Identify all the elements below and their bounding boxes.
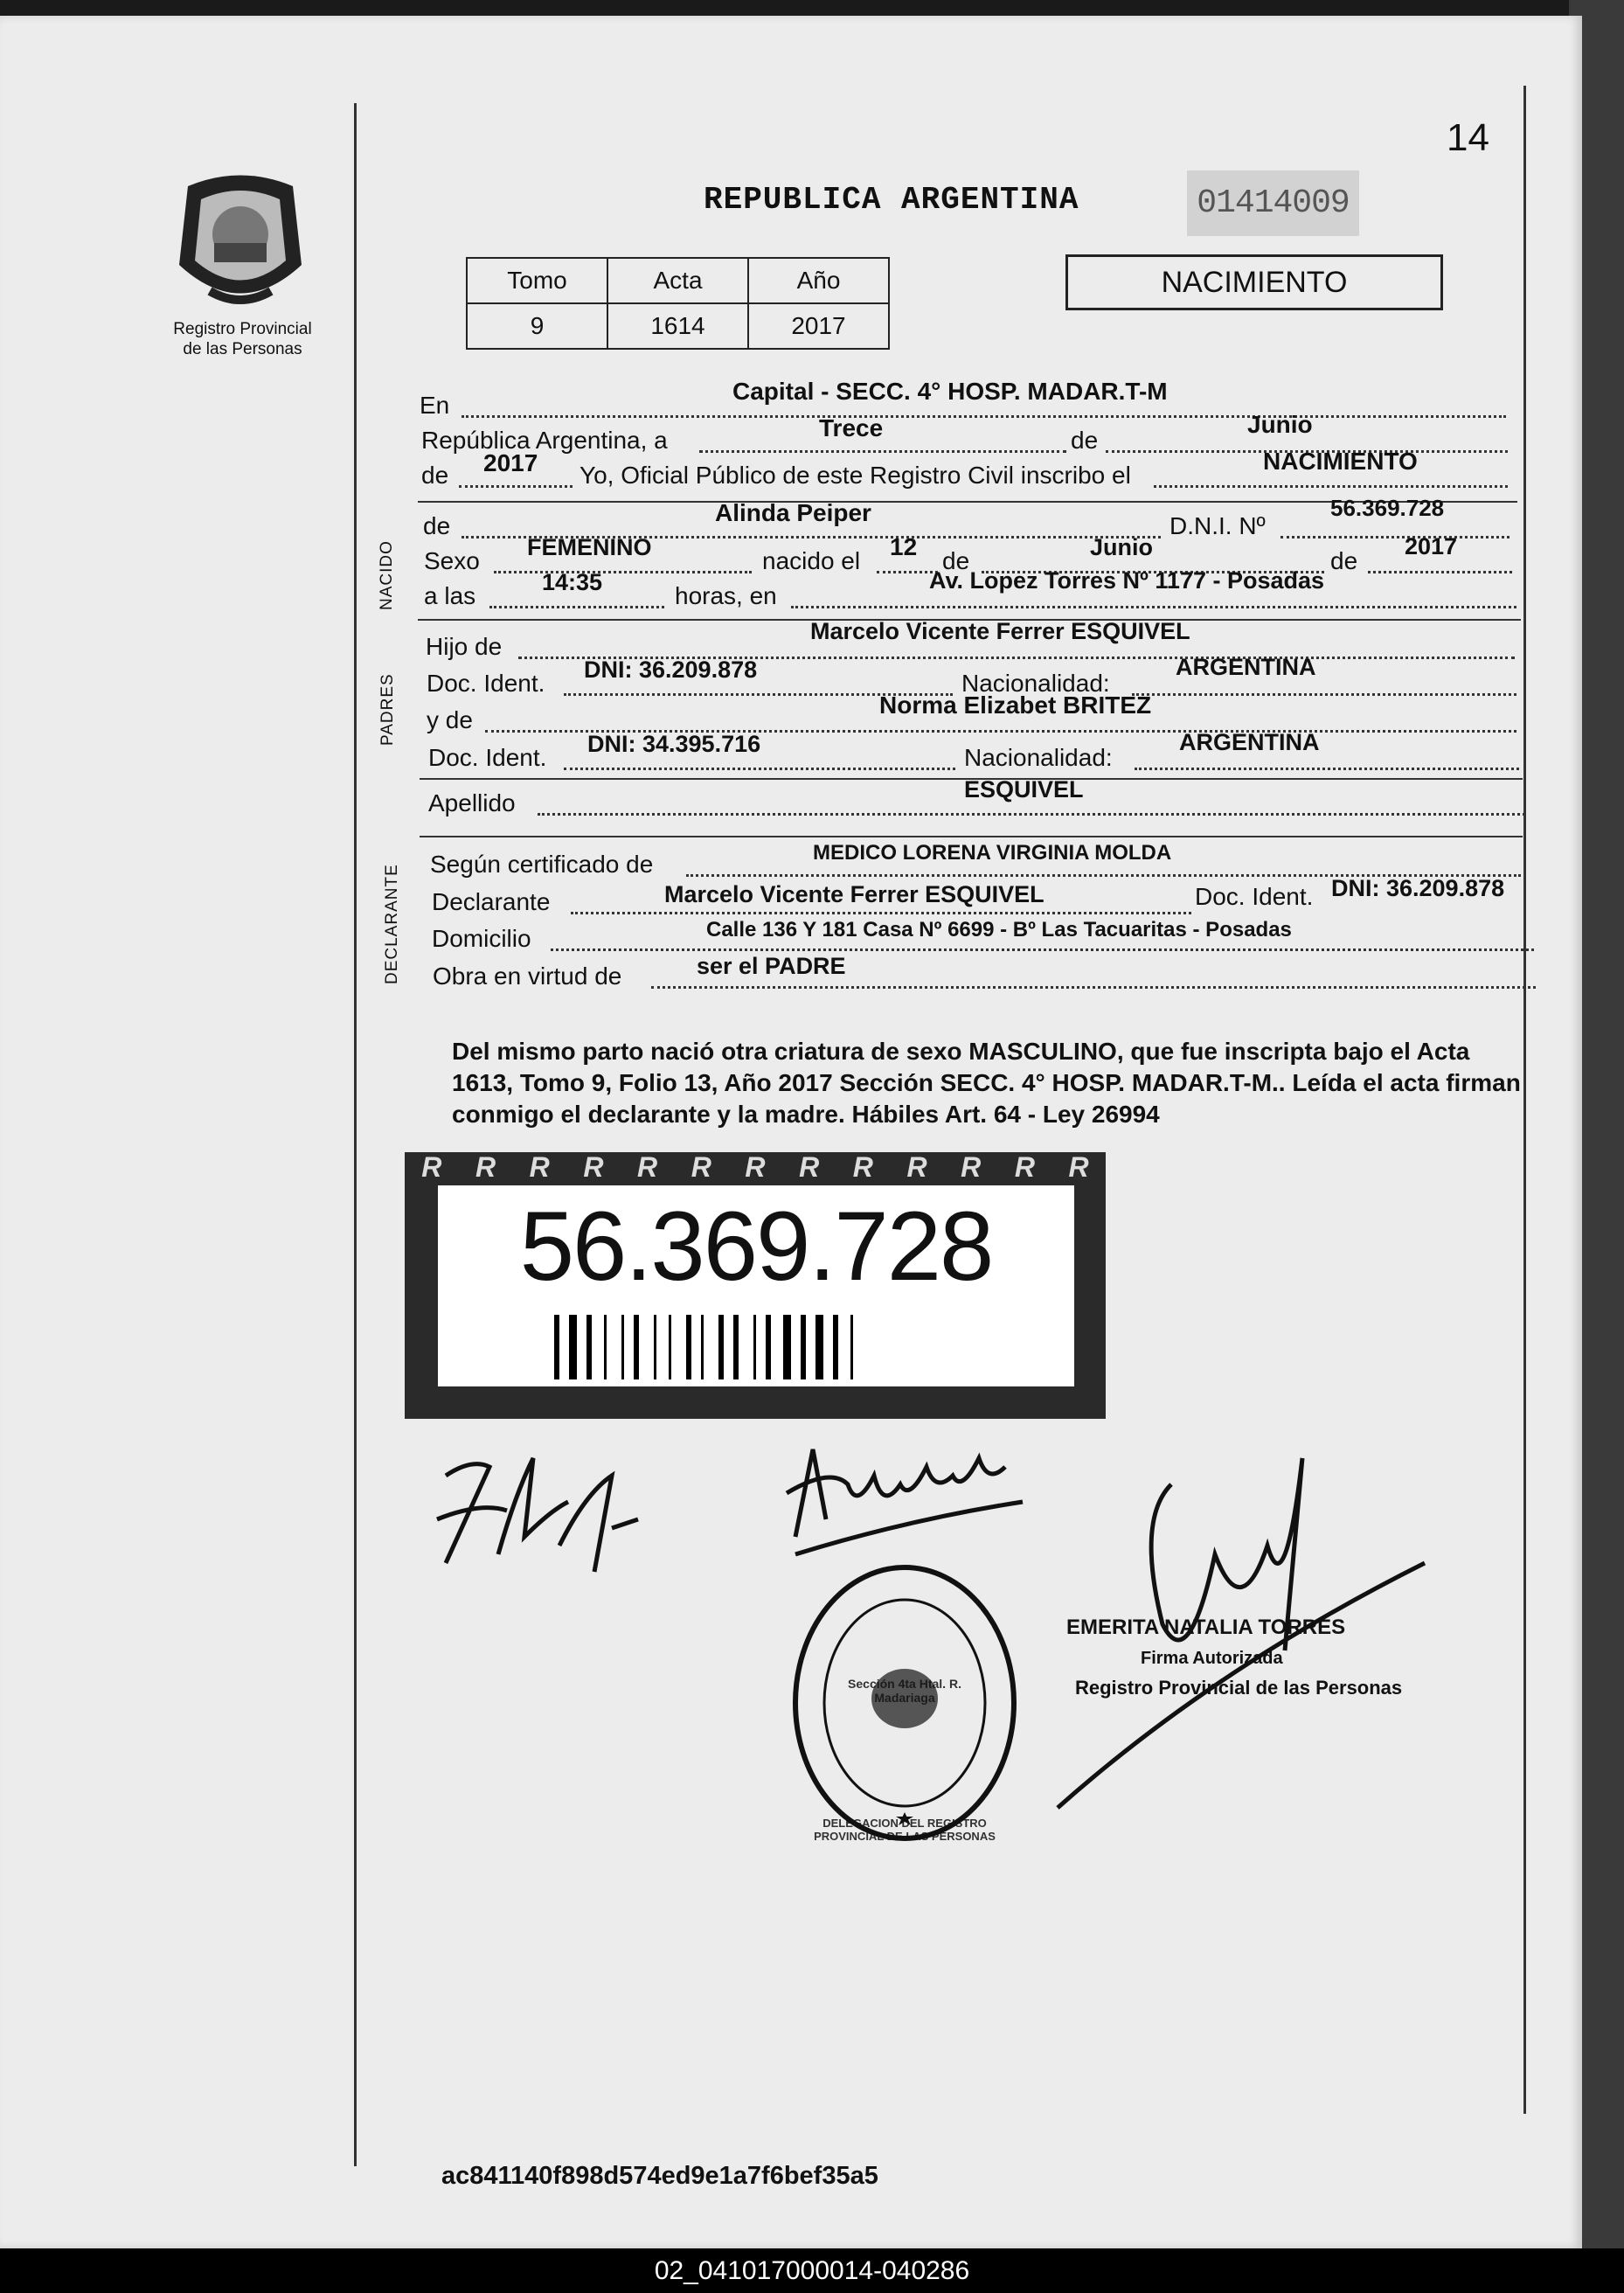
section-nacido: NACIDO	[378, 540, 396, 610]
dotted-line	[1154, 485, 1508, 488]
barcode-bar	[783, 1315, 791, 1379]
dotted-line	[551, 948, 1534, 951]
signer-name: EMERITA NATALIA TORRES	[1066, 1616, 1346, 1639]
barcode-bar	[766, 1315, 771, 1379]
dotted-line	[489, 606, 664, 608]
event-value: NACIMIENTO	[1263, 448, 1418, 475]
dni-label: D.N.I. Nº	[1169, 512, 1266, 539]
barcode-bar	[634, 1315, 639, 1379]
child-dni: 56.369.728	[1330, 495, 1445, 521]
header-acta: Acta	[607, 258, 748, 303]
barcode-bar	[654, 1315, 656, 1379]
father-nationality: ARGENTINA	[1176, 654, 1316, 680]
declarante-doc: DNI: 36.209.878	[1331, 875, 1505, 901]
dotted-line	[571, 912, 1191, 914]
en-value: Capital - SECC. 4° HOSP. MADAR.T-M	[732, 378, 1168, 405]
sexo-label: Sexo	[424, 547, 480, 574]
nacido-el-label: nacido el	[762, 547, 861, 574]
mother-nat-label: Nacionalidad:	[964, 744, 1113, 771]
section-padres: PADRES	[378, 673, 397, 746]
section-declarante: DECLARANTE	[383, 864, 401, 984]
value-tomo: 9	[467, 303, 607, 349]
y-de-label: y de	[427, 706, 473, 733]
domicilio-label: Domicilio	[432, 925, 531, 952]
signature-center-icon	[778, 1423, 1040, 1563]
republica-label: República Argentina, a	[421, 427, 668, 454]
dotted-line	[791, 606, 1516, 608]
nacido-month: Junio	[1090, 534, 1153, 560]
nacido-year: 2017	[1405, 533, 1458, 559]
footer-id: 02_041017000014-040286	[654, 2256, 970, 2285]
signature-left-icon	[420, 1441, 699, 1598]
barcode-bars-icon	[554, 1315, 974, 1385]
day-value: Trece	[819, 414, 884, 441]
cert-label: Según certificado de	[430, 851, 654, 878]
dotted-line	[494, 571, 752, 573]
declarante-doc-label: Doc. Ident.	[1195, 883, 1314, 910]
signer-role: Firma Autorizada	[1141, 1649, 1283, 1668]
signer-office: Registro Provincial de las Personas	[1075, 1677, 1403, 1699]
stamp-inner-text: Sección 4ta Htal. R. Madariaga	[848, 1677, 961, 1705]
document-title: REPUBLICA ARGENTINA	[704, 182, 1079, 218]
barcode-number: 56.369.728	[519, 1192, 993, 1301]
provincia-de-misiones-seal-icon	[170, 169, 310, 317]
barcode-bar	[669, 1315, 671, 1379]
stamp-ring-text: DELEGACION DEL REGISTRO PROVINCIAL DE LAS PERSONAS	[814, 1817, 996, 1843]
declarante-value: Marcelo Vicente Ferrer ESQUIVEL	[664, 881, 1044, 907]
domicilio-value: Calle 136 Y 181 Casa Nº 6699 - Bº Las Tacuaritas - Posadas	[706, 918, 1292, 942]
header-ano: Año	[748, 258, 889, 303]
barcode-bar	[718, 1315, 724, 1379]
en-label: En	[420, 392, 450, 419]
barcode-bar	[686, 1315, 691, 1379]
barcode-bar	[753, 1315, 756, 1379]
father-nat-label: Nacionalidad:	[961, 670, 1110, 697]
horas-label: horas, en	[675, 582, 777, 609]
obra-label: Obra en virtud de	[433, 962, 622, 990]
barcode-bar	[621, 1315, 624, 1379]
barcode-bar	[604, 1315, 607, 1379]
year-prefix: de	[421, 462, 449, 489]
header-tomo: Tomo	[467, 258, 607, 303]
barcode-bar	[733, 1315, 739, 1379]
dotted-line	[1132, 693, 1516, 696]
mother-doc-label: Doc. Ident.	[428, 744, 547, 771]
nacido-de-label-2: de	[942, 547, 970, 574]
inscription-note: Del mismo parto nació otra criatura de sexo MASCULINO, que fue inscripta bajo el Acta 1613, Tomo 9, Folio 13, Año 2017 Sección SECC. 4° HOSP. MADAR.T-M.. Leída el acta firman conmigo el declarante y la madre. Hábiles Art. 64 - Ley 26994	[452, 1038, 1521, 1128]
barcode-bar	[801, 1315, 806, 1379]
a-las-label: a las	[424, 582, 476, 609]
nacido-de-label-3: de	[1330, 547, 1358, 574]
barcode-label	[405, 1152, 1106, 1419]
document-hash: ac841140f898d574ed9e1a7f6bef35a5	[441, 2162, 878, 2190]
value-acta: 1614	[607, 303, 748, 349]
dotted-line	[459, 485, 573, 488]
hijo-de-label: Hijo de	[426, 633, 503, 660]
apellido-value: ESQUIVEL	[964, 776, 1084, 803]
mother-nationality: ARGENTINA	[1179, 729, 1320, 755]
page-number: 14	[1447, 116, 1489, 159]
barcode-bar	[569, 1315, 577, 1379]
year-value: 2017	[483, 449, 538, 476]
barcode-panel	[438, 1185, 1074, 1386]
security-pattern: R R R R R R R R R R R R R	[421, 1152, 1089, 1183]
document-type-box: NACIMIENTO	[1065, 254, 1443, 310]
nacido-de-label: de	[423, 512, 451, 539]
dotted-line	[1280, 536, 1509, 539]
section-divider	[420, 836, 1523, 837]
footer-id-bar	[0, 2248, 1624, 2293]
month-value: Junio	[1247, 411, 1313, 438]
cert-value: MEDICO LORENA VIRGINIA MOLDA	[813, 841, 1172, 865]
dotted-line	[699, 450, 1066, 453]
dotted-line	[462, 415, 1506, 418]
value-ano: 2017	[748, 303, 889, 349]
father-name: Marcelo Vicente Ferrer ESQUIVEL	[810, 618, 1190, 644]
hour-value: 14:35	[542, 569, 603, 595]
registry-table	[466, 257, 890, 350]
mother-doc: DNI: 34.395.716	[587, 731, 761, 757]
father-doc-label: Doc. Ident.	[427, 670, 545, 697]
child-name: Alinda Peiper	[715, 499, 871, 526]
barcode-bar	[815, 1315, 823, 1379]
nacido-day: 12	[890, 533, 918, 560]
barcode-bar	[850, 1315, 853, 1379]
logo-caption: Registro Provincial de las Personas	[173, 320, 312, 358]
dotted-line	[538, 813, 1525, 816]
barcode-bar	[554, 1315, 559, 1379]
apellido-label: Apellido	[428, 789, 516, 816]
obra-value: ser el PADRE	[697, 953, 846, 979]
left-margin-line	[354, 103, 357, 2166]
place-value: Av. Lopez Torres Nº 1177 - Posadas	[929, 567, 1325, 594]
barcode-bar	[586, 1315, 592, 1379]
father-doc: DNI: 36.209.878	[584, 657, 758, 683]
mother-name: Norma Elizabet BRITEZ	[879, 691, 1152, 719]
declarante-label: Declarante	[432, 888, 551, 915]
dotted-line	[1135, 768, 1519, 770]
dotted-line	[564, 768, 955, 770]
sexo-value: FEMENINO	[527, 534, 652, 560]
dotted-line	[1368, 571, 1512, 573]
barcode-bar	[833, 1315, 838, 1379]
certificate-page	[0, 16, 1582, 2248]
barcode-bar	[701, 1315, 704, 1379]
serial-number: 01414009	[1187, 170, 1359, 236]
de-label: de	[1071, 427, 1099, 454]
dotted-line	[651, 986, 1536, 989]
official-text: Yo, Oficial Público de este Registro Civil inscribo el	[580, 462, 1131, 489]
